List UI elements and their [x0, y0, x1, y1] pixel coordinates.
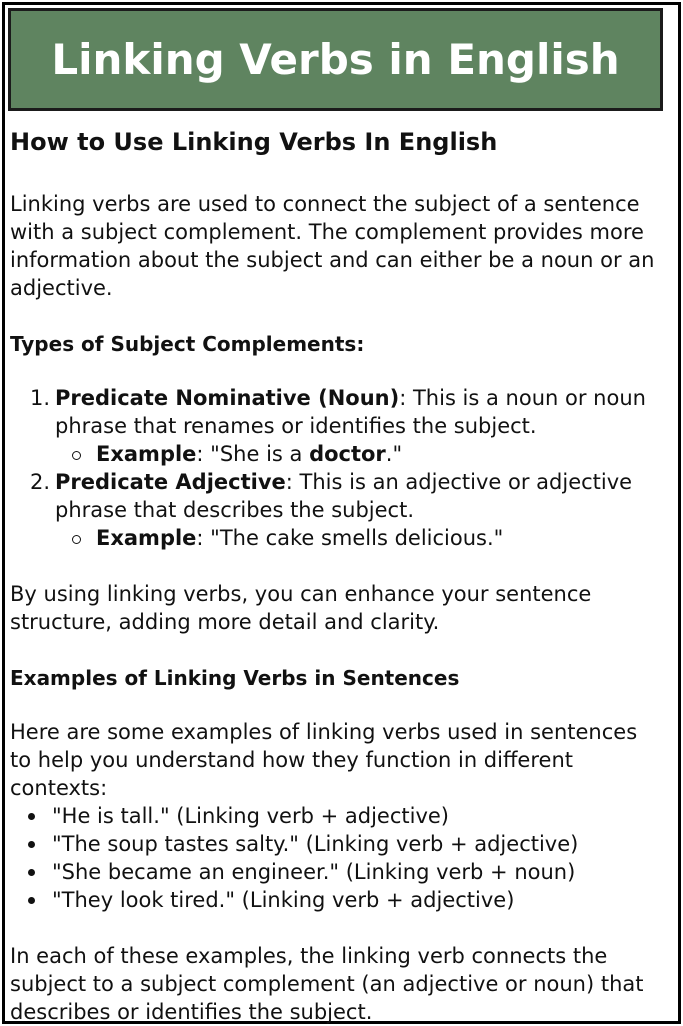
hollow-bullet-icon [72, 451, 81, 460]
example-line [10, 440, 660, 468]
term-label: Predicate Nominative (Noun) [55, 386, 400, 410]
list-number: 2. [30, 470, 51, 494]
list-item [10, 384, 660, 440]
bullet-text: "They look tired." (Linking verb + adjective) [52, 888, 515, 912]
section-heading-how-to-use: How to Use Linking Verbs In English [10, 128, 498, 156]
examples-intro-paragraph: Here are some examples of linking verbs used in sentences to help you understand how they function in different contexts: [10, 720, 638, 800]
bullet-icon [28, 841, 35, 848]
article-body [10, 122, 660, 1026]
examples-bullet-list [10, 802, 660, 914]
bullet-icon [28, 813, 35, 820]
examples-heading: Examples of Linking Verbs in Sentences [10, 666, 460, 690]
bullet-text: "He is tall." (Linking verb + adjective) [52, 804, 449, 828]
complement-types-list [10, 384, 660, 552]
term-label: Predicate Adjective [55, 470, 286, 494]
example-line [10, 524, 660, 552]
examples-closing-paragraph: In each of these examples, the linking verb connects the subject to a subject complement (an adjective or noun) that describes or identifies the subject. [10, 944, 644, 1024]
types-closing-paragraph: By using linking verbs, you can enhance your sentence structure, adding more detail and clarity. [10, 582, 592, 634]
list-item [10, 468, 660, 524]
bullet-icon [28, 897, 35, 904]
list-item [10, 858, 660, 886]
example-bold-word: doctor [309, 442, 386, 466]
example-text: : "The cake smells delicious." [196, 526, 504, 550]
example-label: Example [96, 442, 197, 466]
term-description: : This is a noun or noun phrase that renames or identifies the subject. [55, 386, 646, 438]
bullet-icon [28, 869, 35, 876]
list-number: 1. [30, 386, 51, 410]
list-item [10, 886, 660, 914]
types-heading: Types of Subject Complements: [10, 332, 365, 356]
hollow-bullet-icon [72, 535, 81, 544]
list-item [10, 802, 660, 830]
example-text: : "She is a [196, 442, 310, 466]
title-banner [8, 8, 663, 111]
example-text-end: ." [385, 442, 403, 466]
page-title: Linking Verbs in English [51, 35, 620, 84]
term-description: : This is an adjective or adjective phrase that describes the subject. [55, 470, 633, 522]
example-label: Example [96, 526, 197, 550]
intro-paragraph: Linking verbs are used to connect the subject of a sentence with a subject complement. The complement provides more information about the subject and can either be a noun or an adjective. [10, 192, 655, 300]
bullet-text: "She became an engineer." (Linking verb + noun) [52, 860, 576, 884]
bullet-text: "The soup tastes salty." (Linking verb + adjective) [52, 832, 579, 856]
list-item [10, 830, 660, 858]
